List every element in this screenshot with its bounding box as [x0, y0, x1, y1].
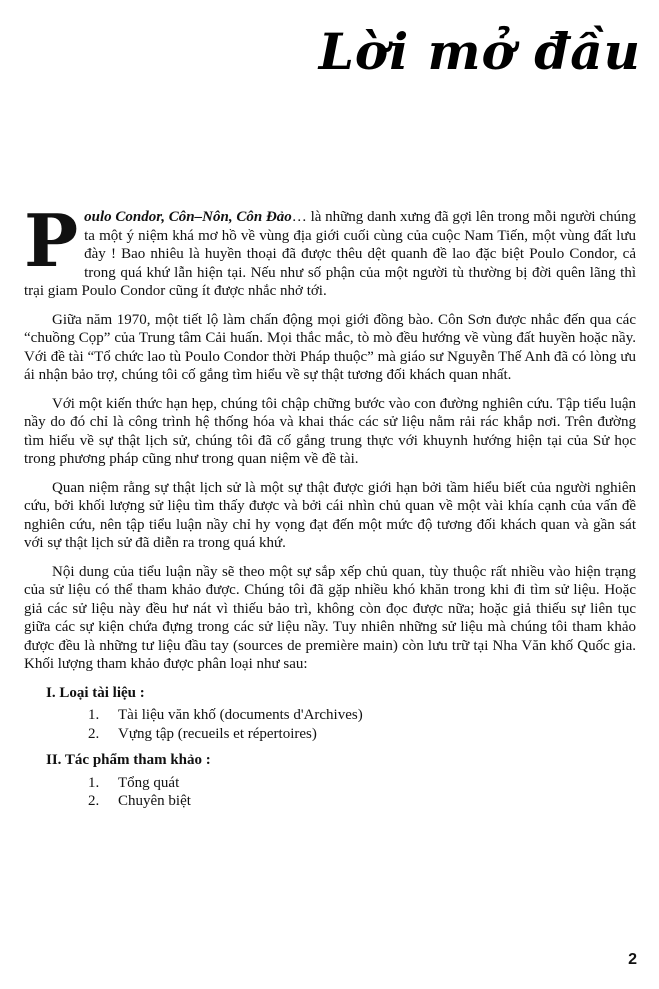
body-text: [24, 198, 636, 819]
list-item: [88, 774, 636, 793]
list-number: 1.: [88, 774, 100, 791]
list-item: [88, 706, 636, 725]
list-text: Chuyên biệt: [118, 793, 191, 809]
list-item: [88, 792, 636, 811]
list-text: Tổng quát: [118, 774, 180, 791]
intro-paragraph: [24, 198, 636, 301]
list-text: Vựng tập (recueils et répertoires): [118, 725, 317, 742]
list-number: 2.: [88, 793, 100, 809]
page-number: 2: [628, 951, 637, 968]
intro-rest: … là những danh xưng đã gợi lên trong mỗi người chúng ta một ý niệm khá mơ hồ về vùng địa giới cuối cùng của cuộc Nam Tiến, một vùng đất lưu đày ! Bao nhiêu là huyền thoại đã được thêu dệt quanh đề lao đặc biệt Poulo Condor, cả trong quá khứ lẫn hiện tại. Nếu như số phận của một người tù thường bị đời quên lãng thì trại giam Poulo Condor cũng ít được nhắc nhở tới.: [24, 209, 636, 299]
list-number: 1.: [88, 707, 100, 723]
references-list: [88, 774, 636, 811]
list-item: [88, 725, 636, 744]
page-title: Lời mở đầu: [318, 22, 641, 81]
list-text: Tài liệu văn khố (documents d'Archives): [118, 707, 363, 723]
paragraph: Giữa năm 1970, một tiết lộ làm chấn động mọi giới đồng bào. Côn Sơn được nhắc đến qua các “chuồng Cọp” của Trung tâm Cải huấn. Mọi thắc mắc, tò mò đều hướng về vùng đất huyền hoặc nầy. Với đề tài “Tổ chức lao tù Poulo Condor thời Pháp thuộc” mà giáo sư Nguyễn Thế Anh đã có lòng ưu ái nhận bảo trợ, chúng tôi cố gắng tìm hiểu về sự thật tương đối khách quan nhất.: [24, 311, 636, 383]
documents-list: [88, 706, 636, 743]
intro-lead: oulo Condor, Côn–Nôn, Côn Đảo: [84, 209, 292, 225]
paragraph: Quan niệm rằng sự thật lịch sử là một sự thật được giới hạn bởi tầm hiểu biết của người nghiên cứu, bởi khối lượng sử liệu tìm thấy được và bởi cái nhìn chủ quan về một vài khía cạnh của vấn đề nghiên cứu, nên tập tiểu luận nầy chỉ hy vọng đạt đến một mức độ tương đối khách quan và gần sát với sự thật lịch sử đã diễn ra trong quá khứ.: [24, 479, 636, 551]
list-number: 2.: [88, 725, 100, 742]
drop-cap: P: [24, 198, 79, 283]
paragraph: Với một kiến thức hạn hẹp, chúng tôi chập chững bước vào con đường nghiên cứu. Tập tiểu luận nầy do đó chỉ là công trình hệ thống hóa và khai thác các sử liệu nằm rải rác khắp nơi. Trên đường tìm hiểu về sự thật lịch sử, chúng tôi đã cố gắng trung thực với khuynh hướng hiện tại của Sử học trong phương pháp cũng như trong quan niệm về đề tài.: [24, 395, 636, 467]
section-heading-references: II. Tác phẩm tham khảo :: [46, 752, 211, 768]
section-heading-documents: I. Loại tài liệu :: [46, 684, 145, 701]
paragraph: Nội dung của tiểu luận nầy sẽ theo một sự sắp xếp chủ quan, tùy thuộc rất nhiều vào hiện trạng của sử liệu có thể tham khảo được. Chúng tôi đã gặp nhiều khó khăn trong khi đi tìm sử liệu. Hoặc giả các sử liệu này đều hư nát vì thiếu bảo trì, không còn đọc được nữa; hoặc giả thiếu sự liên tục giữa các sự kiện chứa đựng trong các sử liệu nầy. Tuy nhiên những sử liệu mà chúng tôi tham khảo được đều là những tư liệu đầu tay (sources de première main) còn lưu trữ tại Nha Văn khố Quốc gia. Khối lượng tham khảo được phân loại như sau:: [24, 563, 636, 672]
